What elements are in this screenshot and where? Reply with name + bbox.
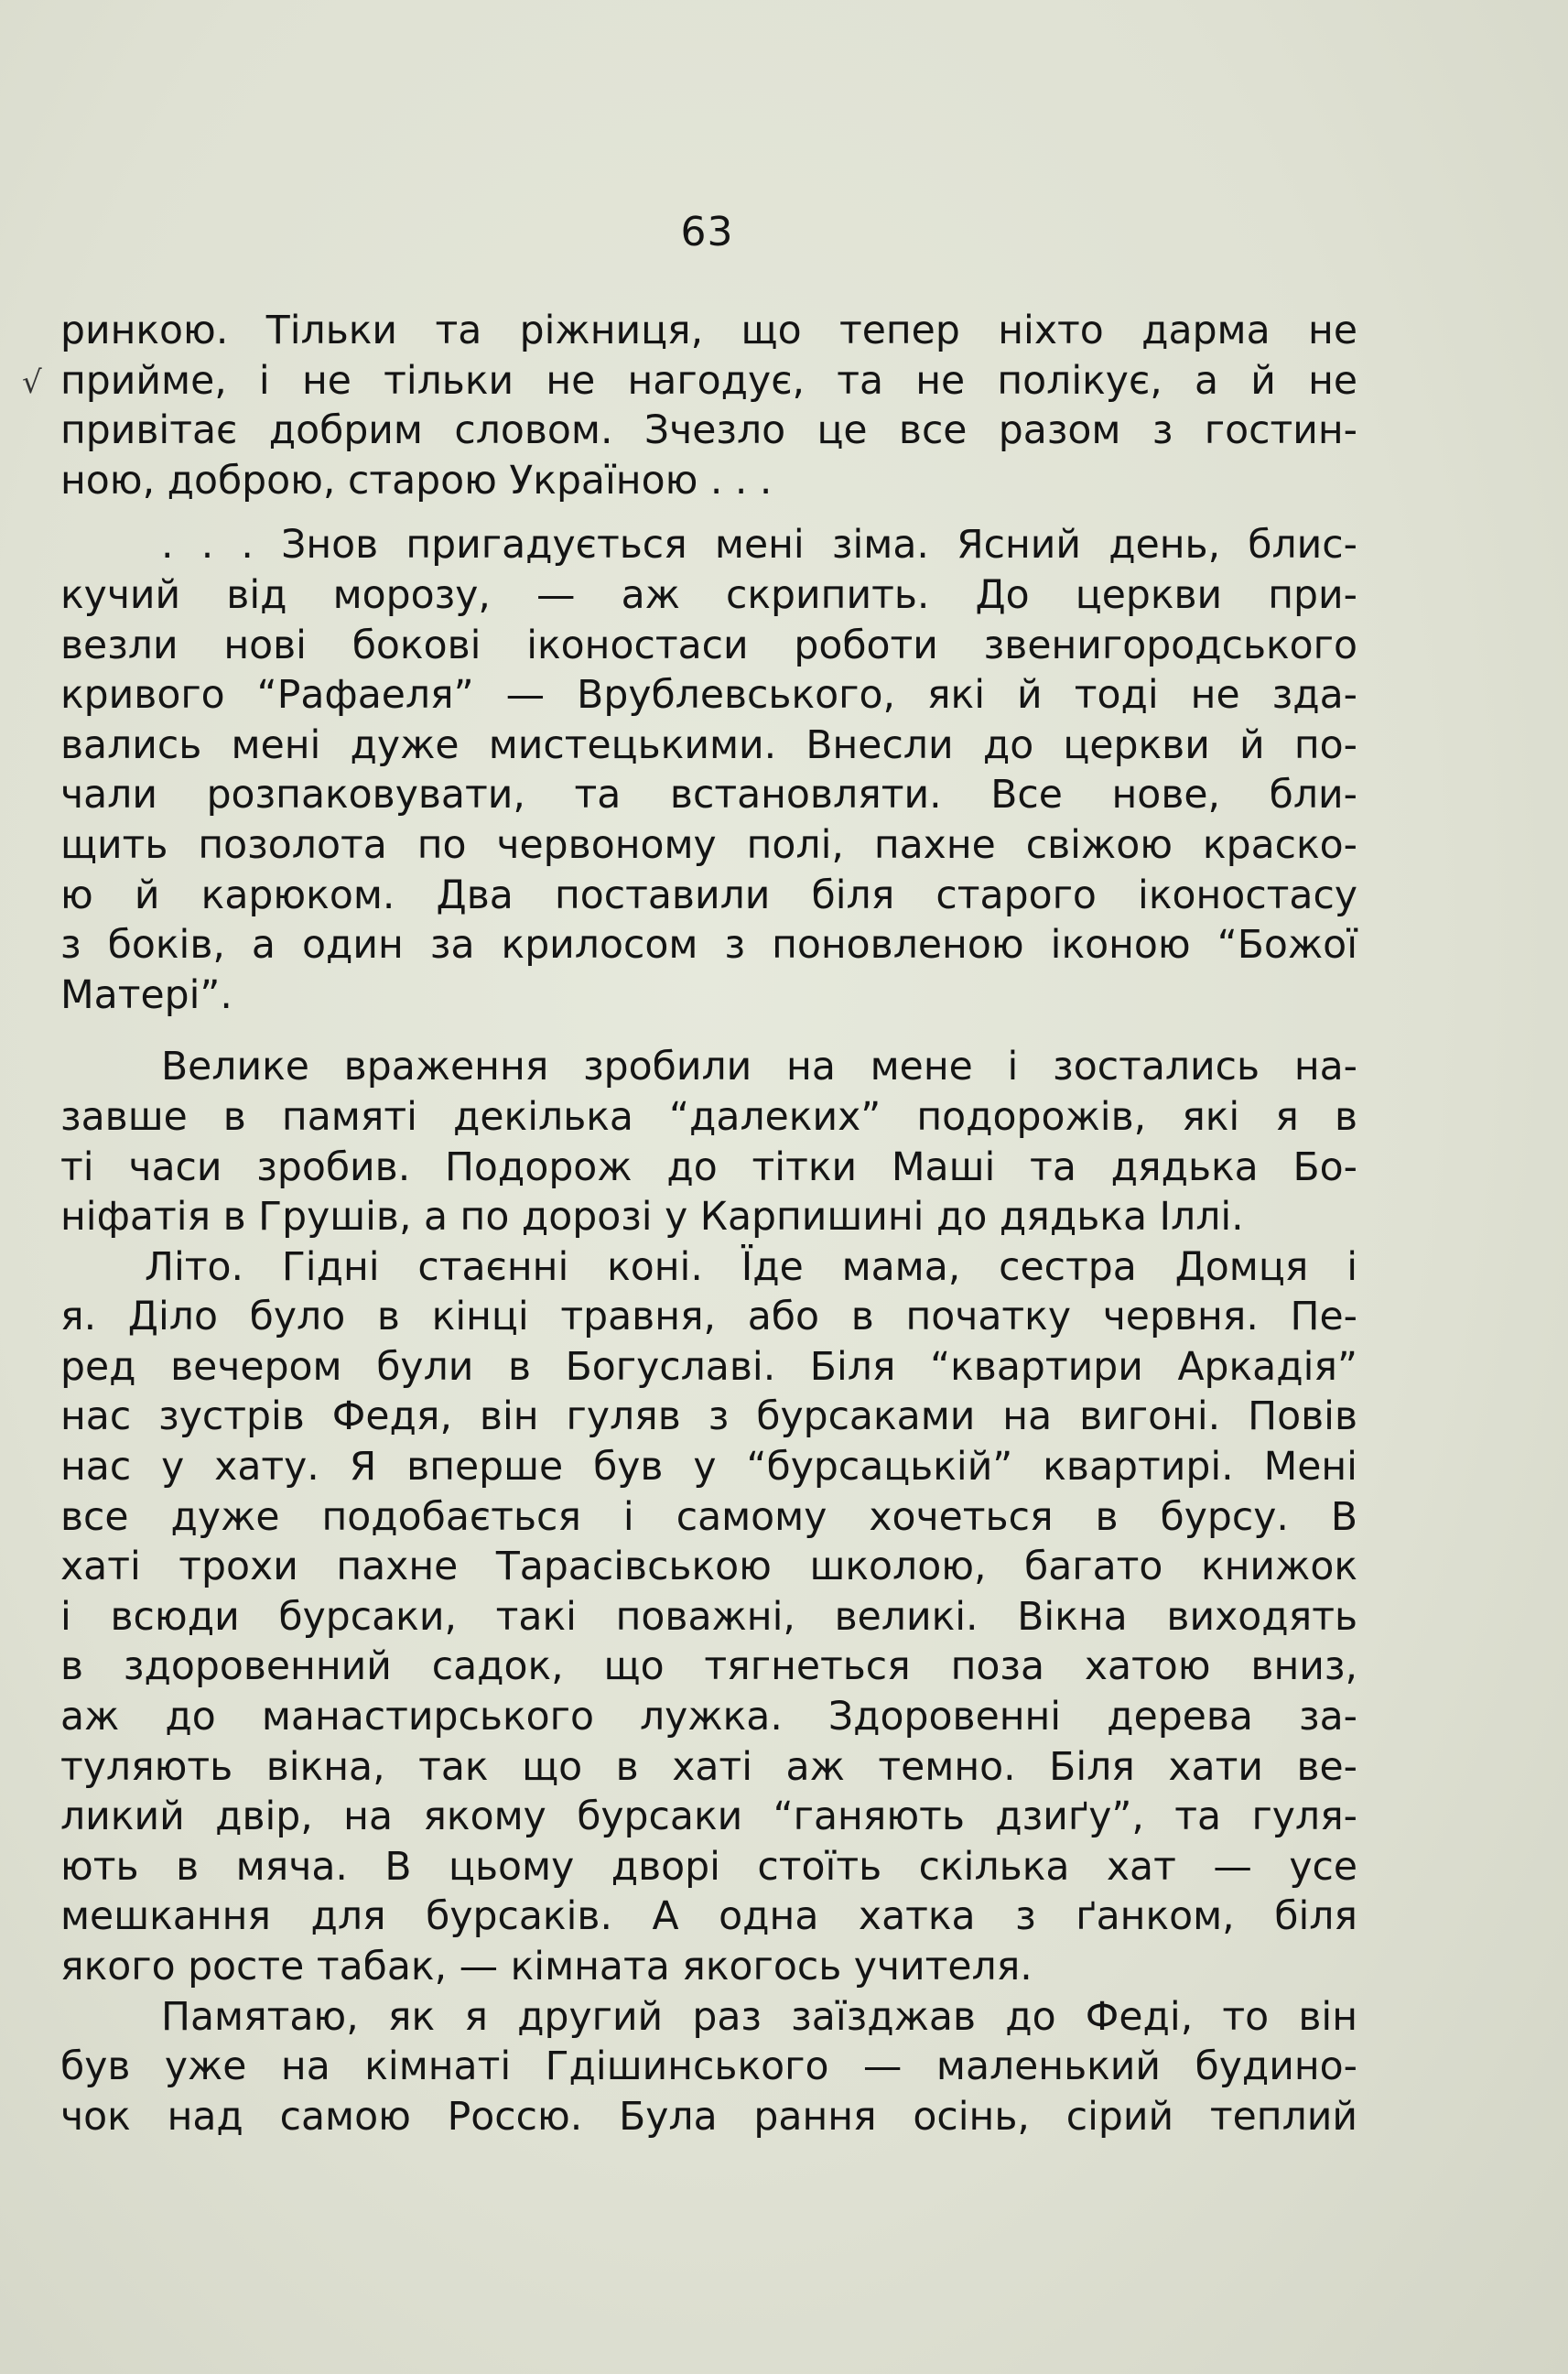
- text-line: з боків, а один за крилосом з поновленою іконою “Божої: [60, 923, 1357, 969]
- text-line: прийме, і не тільки не нагодує, та не полікує, а й не: [60, 358, 1357, 404]
- text-line: чали розпаковувати, та встановляти. Все нове, бли-: [60, 773, 1357, 818]
- paragraph-1: [60, 307, 1357, 506]
- text-line: привітає добрим словом. Зчезло це все разом з гостин-: [60, 408, 1357, 454]
- text-line: і всюди бурсаки, такі поважні, великі. Вікна виходять: [60, 1594, 1357, 1640]
- body-text: [60, 307, 1357, 2142]
- text-line: хаті трохи пахне Тарасівською школою, багато книжок: [60, 1545, 1357, 1590]
- text-line: нас у хату. Я вперше був у “бурсацькій” квартирі. Мені: [60, 1445, 1357, 1491]
- margin-check-mark: √: [22, 364, 42, 401]
- text-line: везли нові бокові іконостаси роботи звенигородського: [60, 623, 1357, 668]
- text-line: туляють вікна, так що в хаті аж темно. Біля хати ве-: [60, 1744, 1357, 1790]
- text-line: в здоровенний садок, що тягнеться поза хатою вниз,: [60, 1644, 1357, 1690]
- text-line: ті часи зробив. Подорож до тітки Маші та дядька Бо-: [60, 1144, 1357, 1190]
- text-line: ликий двір, на якому бурсаки “ганяють дзиґу”, та гуля-: [60, 1794, 1357, 1840]
- paragraph-4: [60, 1243, 1357, 1993]
- text-line: нас зустрів Федя, він гуляв з бурсаками на вигоні. Повів: [60, 1394, 1357, 1440]
- text-line: кучий від морозу, — аж скрипить. До церкви при-: [60, 572, 1357, 618]
- text-line: ю й карюком. Два поставили біля старого іконостасу: [60, 873, 1357, 918]
- text-line: ред вечером були в Богуславі. Біля “квартири Аркадія”: [60, 1344, 1357, 1390]
- text-line: ною, доброю, старою Україною . . .: [60, 458, 773, 504]
- text-line: Памятаю, як я другий раз заїзджав до Феді, то він: [161, 1994, 1357, 2040]
- text-line: ринкою. Тільки та ріжниця, що тепер ніхто дарма не: [60, 309, 1357, 353]
- text-line: аж до манастирського лужка. Здоровенні дерева за-: [60, 1695, 1357, 1740]
- text-line: Велике враження зробили на мене і зостались на-: [161, 1045, 1357, 1090]
- text-line: Матері”.: [60, 972, 232, 1018]
- text-line: все дуже подобається і самому хочеться в бурсу. В: [60, 1494, 1357, 1540]
- text-line: ніфатія в Грушів, а по дорозі у Карпишині до дядька Іллі.: [60, 1195, 1244, 1241]
- text-line: завше в памяті декілька “далеких” подорожів, які я в: [60, 1094, 1357, 1140]
- text-line: я. Діло було в кінці травня, або в початку червня. Пе-: [60, 1295, 1357, 1340]
- paragraph-3: [60, 1043, 1357, 1242]
- text-line: ють в мяча. В цьому дворі стоїть скілька хат — усе: [60, 1844, 1357, 1890]
- text-line: був уже на кімнаті Гдішинського — маленький будино-: [60, 2044, 1357, 2090]
- text-line: щить позолота по червоному полі, пахне свіжою краско-: [60, 822, 1357, 868]
- paragraph-5: [60, 1993, 1357, 2143]
- text-line: Літо. Гідні стаєнні коні. Їде мама, сестра Домця і: [145, 1244, 1357, 1290]
- text-line: . . . Знов пригадується мені зіма. Ясний день, блис-: [161, 523, 1357, 569]
- text-line: мешкання для бурсаків. А одна хатка з ґанком, біля: [60, 1894, 1357, 1940]
- text-line: кривого “Рафаеля” — Врублевського, які й тоді не зда-: [60, 673, 1357, 719]
- text-line: чок над самою Россю. Була рання осінь, сірий теплий: [60, 2094, 1357, 2140]
- text-line: вались мені дуже мистецькими. Внесли до церкви й по-: [60, 722, 1357, 768]
- text-line: якого росте табак, — кімната якогось учителя.: [60, 1945, 1033, 1989]
- paragraph-2: [60, 521, 1357, 1021]
- page-number: 63: [680, 209, 734, 255]
